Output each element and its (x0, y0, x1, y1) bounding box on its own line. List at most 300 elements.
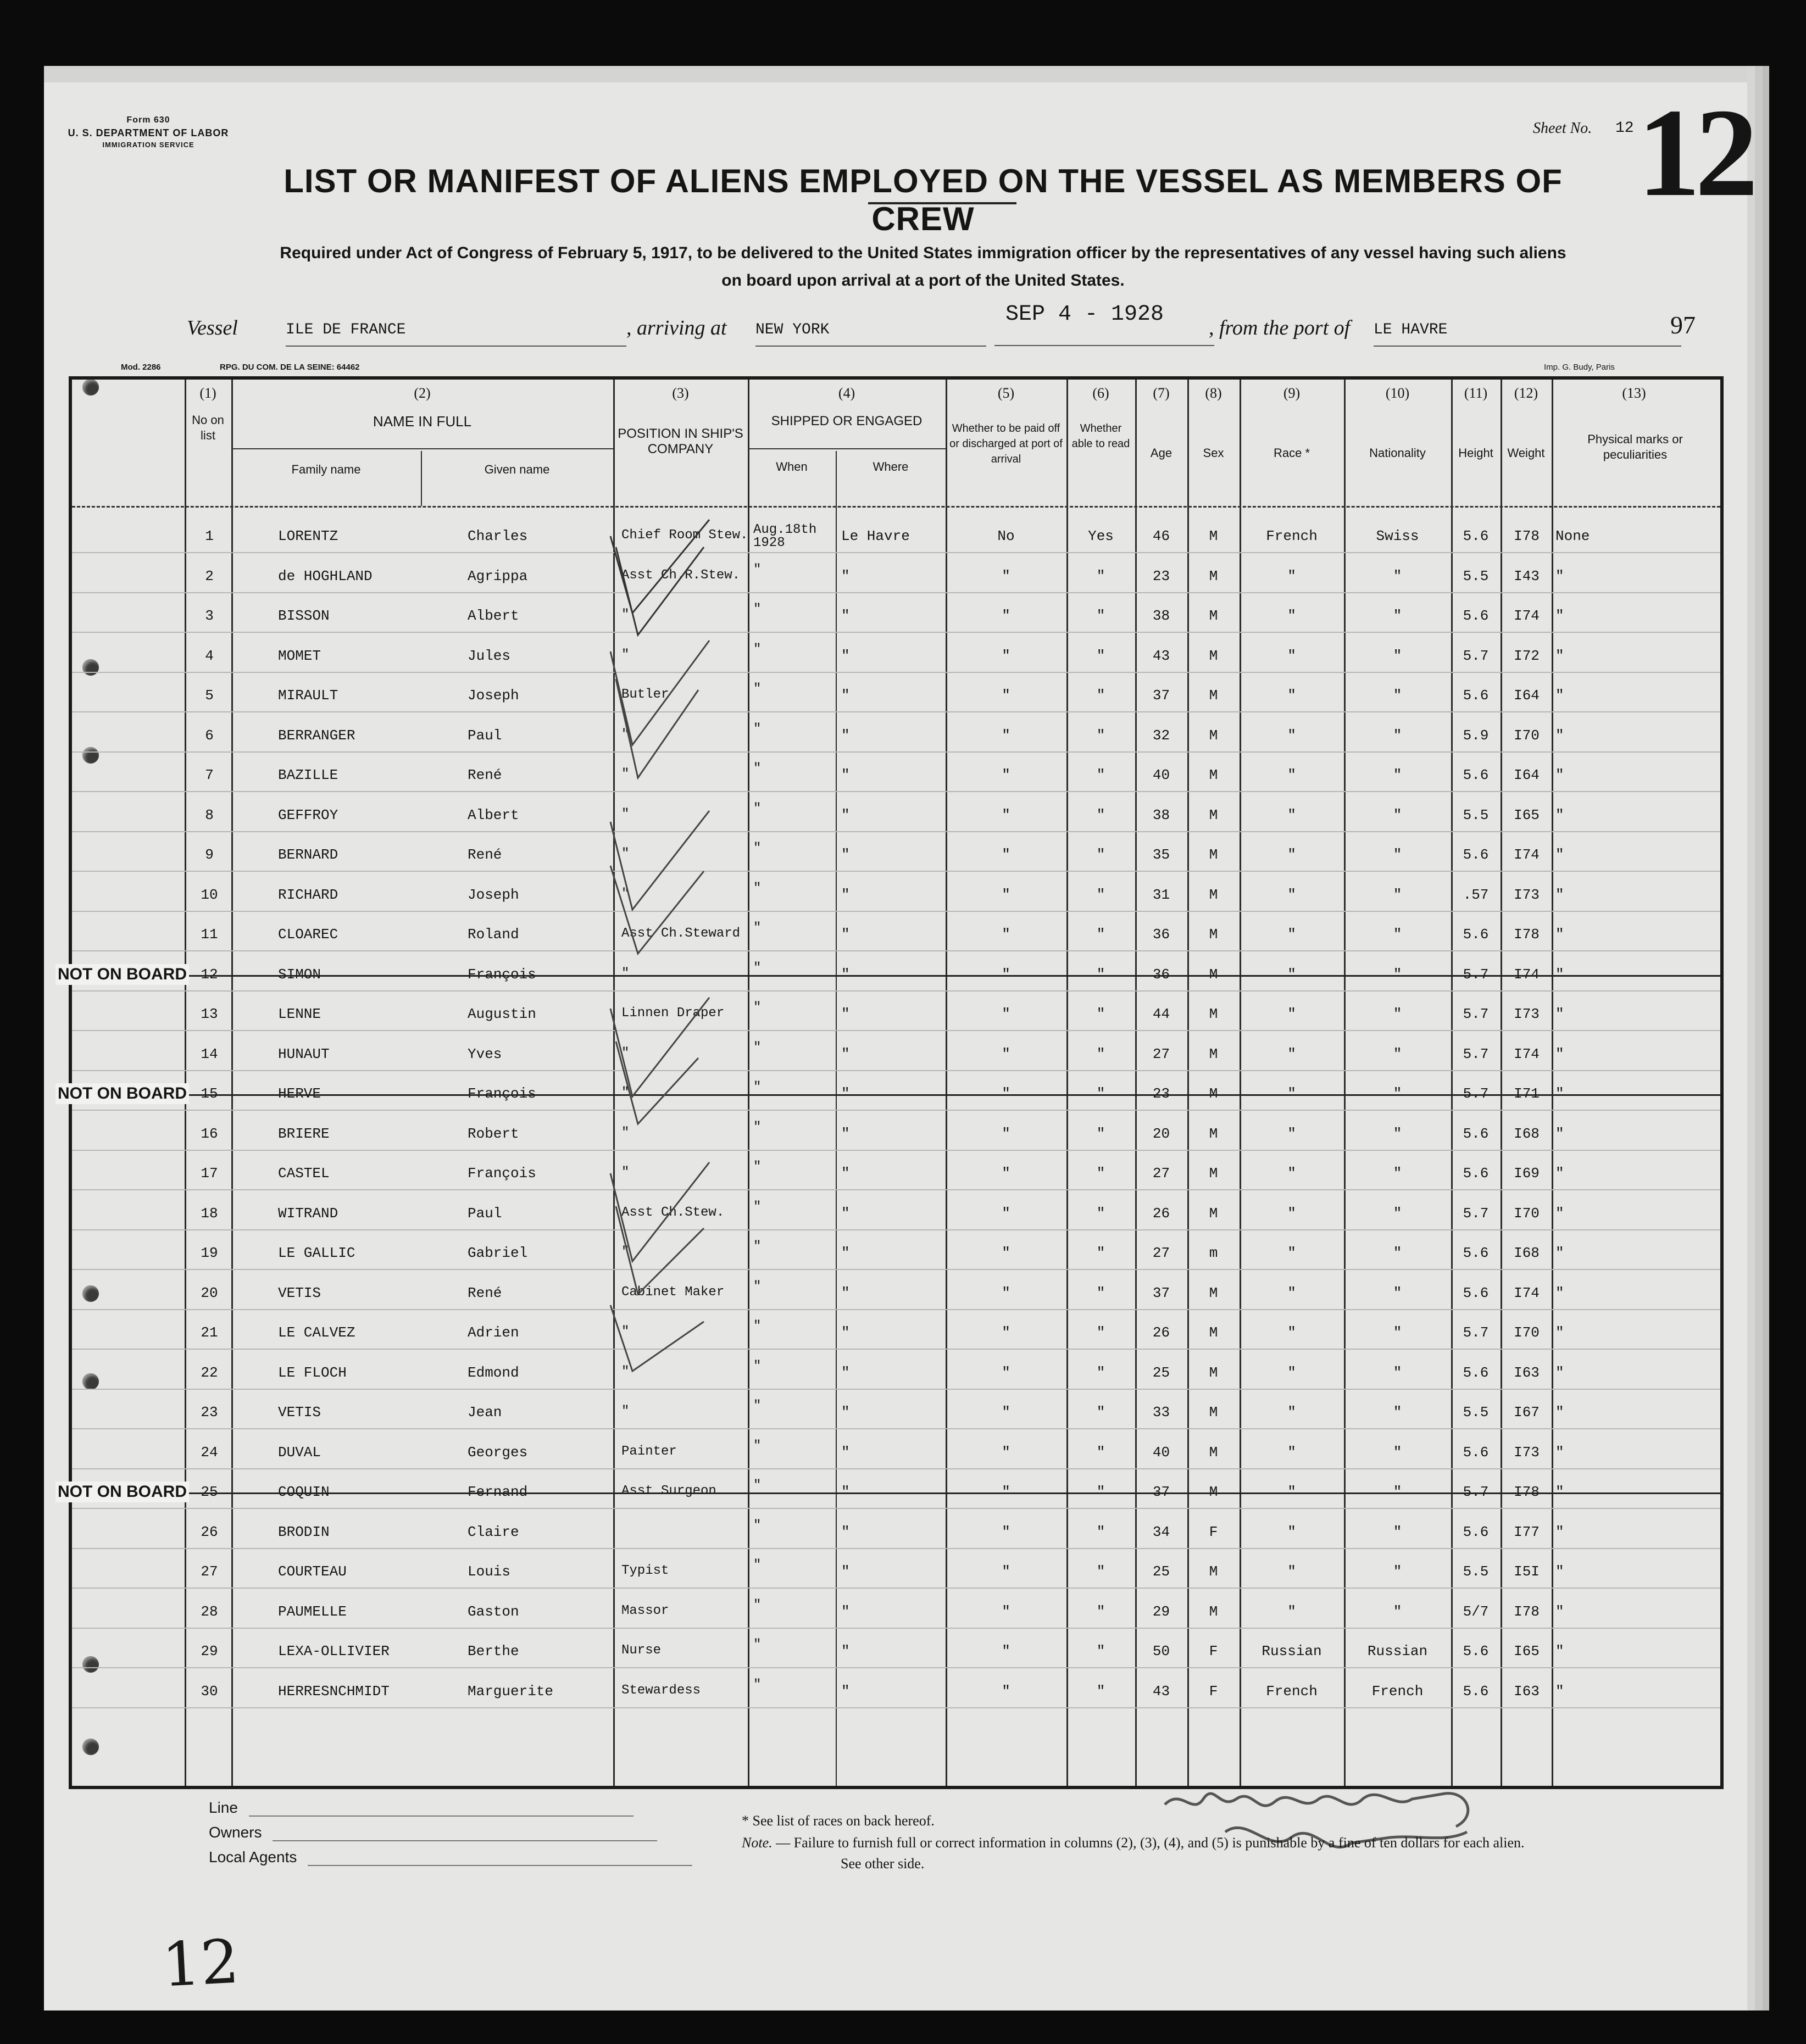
cell-shipped-where: " (841, 767, 850, 783)
subtitle-line-2: on board upon arrival at a port of the United States. (721, 271, 1125, 289)
header-bottom-rule (72, 506, 1720, 508)
cell-sex: M (1209, 846, 1218, 863)
cell-height: 5.6 (1463, 687, 1489, 704)
cell-family-name: HERRESNCHMIDT (278, 1683, 390, 1700)
cell-nationality: " (1393, 687, 1402, 704)
not-on-board-stamp: NOT ON BOARD (55, 964, 189, 985)
cell-shipped-when: " (753, 1040, 762, 1055)
sheet-no-big: 12 (1637, 82, 1753, 222)
cell-height: 5.5 (1463, 567, 1489, 584)
cell-given-name: Jean (468, 1404, 502, 1421)
row-rule (72, 911, 1720, 912)
table-row (72, 1434, 1720, 1473)
col8-num: (8) (1205, 385, 1222, 401)
cell-position: " (621, 1404, 630, 1419)
cell-age: 43 (1152, 647, 1170, 664)
row-rule (72, 1309, 1720, 1310)
binder-edge (44, 66, 1747, 82)
table-row (72, 837, 1720, 875)
cell-physical-marks: " (1555, 1324, 1564, 1341)
cell-shipped-when: " (753, 602, 762, 617)
cell-paid-off: " (1002, 846, 1010, 863)
row-rule (72, 1070, 1720, 1071)
note-text: — Failure to furnish full or correct information in columns (2), (3), (4), and (5) is punishable by a fine of ten dollars for each alien. (772, 1835, 1525, 1851)
cell-paid-off: " (1002, 1364, 1010, 1381)
cell-age: 26 (1152, 1324, 1170, 1341)
cell-race: " (1287, 1404, 1296, 1421)
cell-nationality: " (1393, 1444, 1402, 1461)
cell-row-no: 27 (201, 1563, 218, 1580)
cell-able-to-read: " (1096, 1245, 1105, 1261)
cell-row-no: 19 (201, 1245, 218, 1261)
cell-nationality: " (1393, 1125, 1402, 1142)
cell-given-name: Georges (468, 1444, 528, 1461)
cell-position: Massor (621, 1603, 669, 1618)
cell-able-to-read: " (1096, 1484, 1105, 1500)
cell-weight: I65 (1514, 806, 1540, 823)
crew-table (58, 376, 1724, 1789)
footer-agents-field[interactable] (308, 1851, 692, 1866)
cell-sex: M (1209, 1045, 1218, 1062)
cell-race: " (1287, 687, 1296, 704)
row-rule (72, 1707, 1720, 1708)
cell-row-no: 3 (205, 608, 214, 624)
cell-family-name: WITRAND (278, 1205, 338, 1222)
cell-shipped-where: " (841, 1284, 850, 1301)
cell-race: French (1266, 528, 1318, 544)
cell-race: Russian (1262, 1643, 1322, 1659)
cell-race: " (1287, 1364, 1296, 1381)
cell-physical-marks: " (1555, 926, 1564, 943)
cell-given-name: Charles (468, 528, 528, 544)
cell-shipped-where: " (841, 1484, 850, 1500)
cell-position: " (621, 966, 630, 981)
cell-shipped-where: " (841, 1563, 850, 1580)
cell-paid-off: " (1002, 886, 1010, 903)
cell-race: " (1287, 1245, 1296, 1261)
vessel-name: ILE DE FRANCE (286, 321, 626, 347)
cell-race: French (1266, 1683, 1318, 1700)
cell-age: 35 (1152, 846, 1170, 863)
cell-height: 5.9 (1463, 727, 1489, 744)
cell-sex: M (1209, 767, 1218, 783)
footer-owners (209, 1824, 657, 1841)
cell-shipped-where: " (841, 608, 850, 624)
row-rule (72, 1468, 1720, 1469)
cell-family-name: COQUIN (278, 1484, 330, 1500)
cell-height: 5.6 (1463, 926, 1489, 943)
cell-shipped-where: " (841, 1125, 850, 1142)
cell-weight: I68 (1514, 1245, 1540, 1261)
cell-physical-marks: " (1555, 1563, 1564, 1580)
cell-height: 5.6 (1463, 1683, 1489, 1700)
cell-family-name: VETIS (278, 1404, 321, 1421)
cell-height: 5.6 (1463, 528, 1489, 544)
cell-nationality: " (1393, 966, 1402, 983)
cell-physical-marks: " (1555, 1404, 1564, 1421)
cell-nationality: " (1393, 608, 1402, 624)
department-name: U. S. DEPARTMENT OF LABOR (68, 127, 229, 138)
cell-shipped-where: " (841, 1165, 850, 1182)
cell-row-no: 6 (205, 727, 214, 744)
cell-nationality: " (1393, 1165, 1402, 1182)
cell-row-no: 12 (201, 966, 218, 983)
cell-nationality: " (1393, 1085, 1402, 1102)
cell-row-no: 9 (205, 846, 214, 863)
cell-family-name: CASTEL (278, 1165, 330, 1182)
cell-weight: I73 (1514, 886, 1540, 903)
cell-height: 5.7 (1463, 1045, 1489, 1062)
cell-given-name: René (468, 767, 502, 783)
cell-shipped-when: " (753, 1120, 762, 1135)
cell-shipped-when: " (753, 1438, 762, 1453)
cell-weight: I71 (1514, 1085, 1540, 1102)
cell-paid-off: " (1002, 1523, 1010, 1540)
cell-shipped-where: " (841, 1085, 850, 1102)
table-row (72, 1553, 1720, 1592)
cell-given-name: Agrippa (468, 567, 528, 584)
cell-physical-marks: " (1555, 1245, 1564, 1261)
cell-row-no: 16 (201, 1125, 218, 1142)
cell-row-no: 24 (201, 1444, 218, 1461)
cell-race: " (1287, 886, 1296, 903)
col12-num: (12) (1514, 385, 1538, 401)
cell-height: 5.6 (1463, 1364, 1489, 1381)
cell-row-no: 26 (201, 1523, 218, 1540)
col12-header: Weight (1507, 446, 1545, 460)
cell-position: Painter (621, 1444, 677, 1459)
cell-shipped-when: " (753, 562, 762, 577)
cell-shipped-where: " (841, 1006, 850, 1022)
cell-sex: m (1209, 1245, 1218, 1261)
table-row (72, 1275, 1720, 1313)
cell-paid-off: " (1002, 1045, 1010, 1062)
cell-sex: M (1209, 1284, 1218, 1301)
cell-given-name: Jules (468, 647, 511, 664)
row-rule (72, 1150, 1720, 1151)
cell-height: 5.7 (1463, 647, 1489, 664)
cell-position: " (621, 806, 630, 822)
cell-shipped-where: " (841, 1643, 850, 1659)
cell-race: " (1287, 806, 1296, 823)
cell-paid-off: " (1002, 1643, 1010, 1659)
cell-height: 5.6 (1463, 1245, 1489, 1261)
cell-shipped-when: " (753, 642, 762, 657)
cell-shipped-when: " (753, 1518, 762, 1533)
cell-race: " (1287, 1205, 1296, 1222)
cell-able-to-read: " (1096, 1683, 1105, 1700)
handwritten-number: 12 (160, 1926, 241, 2001)
cell-physical-marks: " (1555, 1125, 1564, 1142)
cell-position: " (621, 767, 630, 782)
cell-sex: M (1209, 1603, 1218, 1620)
cell-weight: I74 (1514, 846, 1540, 863)
cell-given-name: Fernand (468, 1484, 528, 1500)
cell-shipped-when: " (753, 1199, 762, 1215)
cell-shipped-when: " (753, 1478, 762, 1493)
cell-position: " (621, 1125, 630, 1140)
cell-physical-marks: " (1555, 1006, 1564, 1022)
cell-shipped-when: " (753, 1558, 762, 1573)
cell-physical-marks: " (1555, 1165, 1564, 1182)
cell-position: Asst Surgeon (621, 1484, 716, 1499)
cell-position: " (621, 1364, 630, 1379)
cell-sex: M (1209, 647, 1218, 664)
cell-nationality: " (1393, 1563, 1402, 1580)
cell-paid-off: " (1002, 1085, 1010, 1102)
cell-height: 5.6 (1463, 608, 1489, 624)
cell-age: 44 (1152, 1006, 1170, 1022)
cell-given-name: Albert (468, 806, 519, 823)
cell-family-name: BRIERE (278, 1125, 330, 1142)
cell-shipped-when: " (753, 1399, 762, 1413)
cell-given-name: Edmond (468, 1364, 519, 1381)
cell-position: " (621, 1165, 630, 1180)
footer-owners-label: Owners (209, 1824, 262, 1841)
cell-position: Chief Room Stew. (621, 528, 748, 543)
cell-nationality: " (1393, 1205, 1402, 1222)
cell-nationality: " (1393, 1364, 1402, 1381)
rpg-number: RPG. DU COM. DE LA SEINE: 64462 (220, 363, 360, 372)
cell-race: " (1287, 966, 1296, 983)
col4b-header: Where (873, 460, 909, 474)
cell-able-to-read: " (1096, 647, 1105, 664)
cell-age: 50 (1152, 1643, 1170, 1659)
cell-row-no: 4 (205, 647, 214, 664)
cell-sex: F (1209, 1523, 1218, 1540)
cell-shipped-when: " (753, 1080, 762, 1095)
cell-able-to-read: " (1096, 1563, 1105, 1580)
table-row (72, 677, 1720, 716)
mod-number: Mod. 2286 (121, 363, 161, 372)
row-rule (72, 751, 1720, 753)
cell-race: " (1287, 1165, 1296, 1182)
cell-position: " (621, 727, 630, 742)
cell-row-no: 30 (201, 1683, 218, 1700)
cell-sex: M (1209, 926, 1218, 943)
from-port: LE HAVRE (1374, 321, 1681, 347)
cell-height: 5.5 (1463, 806, 1489, 823)
cell-given-name: Gaston (468, 1603, 519, 1620)
date-stamp: SEP 4 - 1928 (1005, 302, 1164, 327)
cell-given-name: Marguerite (468, 1683, 554, 1700)
cell-height: 5.7 (1463, 966, 1489, 983)
cell-shipped-where: " (841, 886, 850, 903)
cell-weight: I74 (1514, 608, 1540, 624)
cell-nationality: " (1393, 926, 1402, 943)
cell-position: Linnen Draper (621, 1006, 725, 1021)
cell-shipped-where: " (841, 567, 850, 584)
col1-num: (1) (199, 385, 216, 401)
cell-position: " (621, 1045, 630, 1061)
header-rule (748, 448, 946, 449)
cell-weight: I70 (1514, 1324, 1540, 1341)
cell-paid-off: " (1002, 687, 1010, 704)
col3-num: (3) (672, 385, 689, 401)
cell-height: 5.6 (1463, 1643, 1489, 1659)
col5-num: (5) (997, 385, 1015, 401)
row-rule (72, 871, 1720, 872)
cell-physical-marks: " (1555, 886, 1564, 903)
cell-race: " (1287, 567, 1296, 584)
cell-given-name: François (468, 1165, 536, 1182)
cell-paid-off: " (1002, 806, 1010, 823)
cell-family-name: GEFFROY (278, 806, 338, 823)
cell-shipped-where: " (841, 966, 850, 983)
cell-row-no: 8 (205, 806, 214, 823)
from-label: , from the port of (1209, 316, 1351, 339)
footer-line-field[interactable] (249, 1801, 634, 1817)
cell-sex: F (1209, 1683, 1218, 1700)
row-rule (72, 1428, 1720, 1429)
cell-family-name: BERRANGER (278, 727, 355, 744)
cell-height: 5.7 (1463, 1484, 1489, 1500)
cell-age: 37 (1152, 1284, 1170, 1301)
cell-height: 5.6 (1463, 846, 1489, 863)
cell-able-to-read: " (1096, 1364, 1105, 1381)
cell-shipped-when: " (753, 721, 762, 737)
cell-sex: M (1209, 1563, 1218, 1580)
cell-row-no: 21 (201, 1324, 218, 1341)
cell-given-name: Claire (468, 1523, 519, 1540)
cell-paid-off: No (997, 528, 1015, 544)
note-label: Note. (742, 1835, 773, 1851)
cell-family-name: CLOAREC (278, 926, 338, 943)
cell-paid-off: " (1002, 926, 1010, 943)
cell-paid-off: " (1002, 1444, 1010, 1461)
cell-given-name: François (468, 1085, 536, 1102)
not-on-board-stamp: NOT ON BOARD (55, 1482, 189, 1502)
cell-able-to-read: " (1096, 886, 1105, 903)
cell-weight: I74 (1514, 966, 1540, 983)
cell-height: 5.6 (1463, 1523, 1489, 1540)
cell-nationality: " (1393, 1284, 1402, 1301)
cell-age: 37 (1152, 687, 1170, 704)
cell-position: Cabinet Maker (621, 1284, 725, 1300)
table-row (72, 598, 1720, 636)
cell-family-name: MIRAULT (278, 687, 338, 704)
cell-paid-off: " (1002, 647, 1010, 664)
cell-shipped-where: " (841, 1245, 850, 1261)
cell-paid-off: " (1002, 1006, 1010, 1022)
row-rule (72, 1588, 1720, 1589)
row-rule (72, 1349, 1720, 1350)
cell-family-name: LENNE (278, 1006, 321, 1022)
sheet-no-small: 12 (1615, 120, 1634, 137)
col2a-header: Family name (291, 463, 361, 476)
cell-physical-marks: " (1555, 1523, 1564, 1540)
cell-shipped-where: " (841, 1364, 850, 1381)
cell-nationality: " (1393, 1245, 1402, 1261)
table-row (72, 996, 1720, 1034)
cell-shipped-when: " (753, 1319, 762, 1334)
cell-paid-off: " (1002, 608, 1010, 624)
cell-given-name: Joseph (468, 687, 519, 704)
cell-shipped-where: " (841, 846, 850, 863)
cell-given-name: Paul (468, 727, 502, 744)
cell-sex: M (1209, 567, 1218, 584)
cell-able-to-read: " (1096, 727, 1105, 744)
cell-nationality: " (1393, 1603, 1402, 1620)
cell-age: 33 (1152, 1404, 1170, 1421)
cell-given-name: François (468, 966, 536, 983)
cell-shipped-when: " (753, 921, 762, 935)
cell-weight: I64 (1514, 687, 1540, 704)
date-underline (994, 345, 1214, 346)
cell-paid-off: " (1002, 1404, 1010, 1421)
row-rule (72, 552, 1720, 553)
row-rule (72, 1667, 1720, 1668)
cell-physical-marks: " (1555, 1484, 1564, 1500)
cell-row-no: 25 (201, 1484, 218, 1500)
footer-line (209, 1799, 634, 1817)
cell-able-to-read: " (1096, 926, 1105, 943)
cell-shipped-when: " (753, 682, 762, 697)
table-row (72, 1116, 1720, 1154)
cell-sex: M (1209, 727, 1218, 744)
col7-header: Age (1150, 446, 1172, 460)
cell-able-to-read: " (1096, 687, 1105, 704)
table-row (72, 1355, 1720, 1393)
footer-owners-field[interactable] (273, 1826, 657, 1841)
cell-age: 37 (1152, 1484, 1170, 1500)
table-row (72, 1673, 1720, 1712)
row-rule (72, 831, 1720, 832)
cell-able-to-read: " (1096, 1523, 1105, 1540)
cell-physical-marks: " (1555, 1284, 1564, 1301)
col4-header: SHIPPED OR ENGAGED (771, 414, 923, 428)
cell-sex: M (1209, 886, 1218, 903)
cell-physical-marks: " (1555, 1683, 1564, 1700)
cell-position: Stewardess (621, 1683, 701, 1698)
cell-row-no: 28 (201, 1603, 218, 1620)
cell-nationality: " (1393, 1484, 1402, 1500)
cell-position: " (621, 1085, 630, 1100)
cell-able-to-read: " (1096, 1125, 1105, 1142)
col2-header: NAME IN FULL (373, 413, 472, 430)
cell-sex: M (1209, 1085, 1218, 1102)
cell-age: 40 (1152, 767, 1170, 783)
cell-given-name: Yves (468, 1045, 502, 1062)
table-row (58, 1076, 1720, 1114)
cell-shipped-where: " (841, 1045, 850, 1062)
cell-paid-off: " (1002, 1284, 1010, 1301)
cell-nationality: " (1393, 1324, 1402, 1341)
cell-nationality: Swiss (1376, 528, 1419, 544)
cell-able-to-read: " (1096, 767, 1105, 783)
row-rule (72, 950, 1720, 951)
cell-age: 20 (1152, 1125, 1170, 1142)
cell-position: Asst Ch.Stew. (621, 1205, 725, 1220)
cell-shipped-when: " (753, 1239, 762, 1254)
cell-race: " (1287, 1125, 1296, 1142)
cell-age: 34 (1152, 1523, 1170, 1540)
cell-weight: I78 (1514, 926, 1540, 943)
strike-through-line (176, 1492, 1720, 1494)
cell-given-name: Berthe (468, 1643, 519, 1659)
row-rule (72, 1030, 1720, 1031)
cell-sex: M (1209, 528, 1218, 544)
table-row (72, 1315, 1720, 1353)
col13-header: Physical marks or peculiarities (1587, 432, 1683, 461)
cell-shipped-where: " (841, 727, 850, 744)
cell-row-no: 14 (201, 1045, 218, 1062)
row-rule (72, 1110, 1720, 1111)
cell-family-name: BAZILLE (278, 767, 338, 783)
cell-shipped-when: " (753, 1279, 762, 1294)
cell-height: 5.6 (1463, 1284, 1489, 1301)
manifest-sheet (44, 66, 1753, 2010)
